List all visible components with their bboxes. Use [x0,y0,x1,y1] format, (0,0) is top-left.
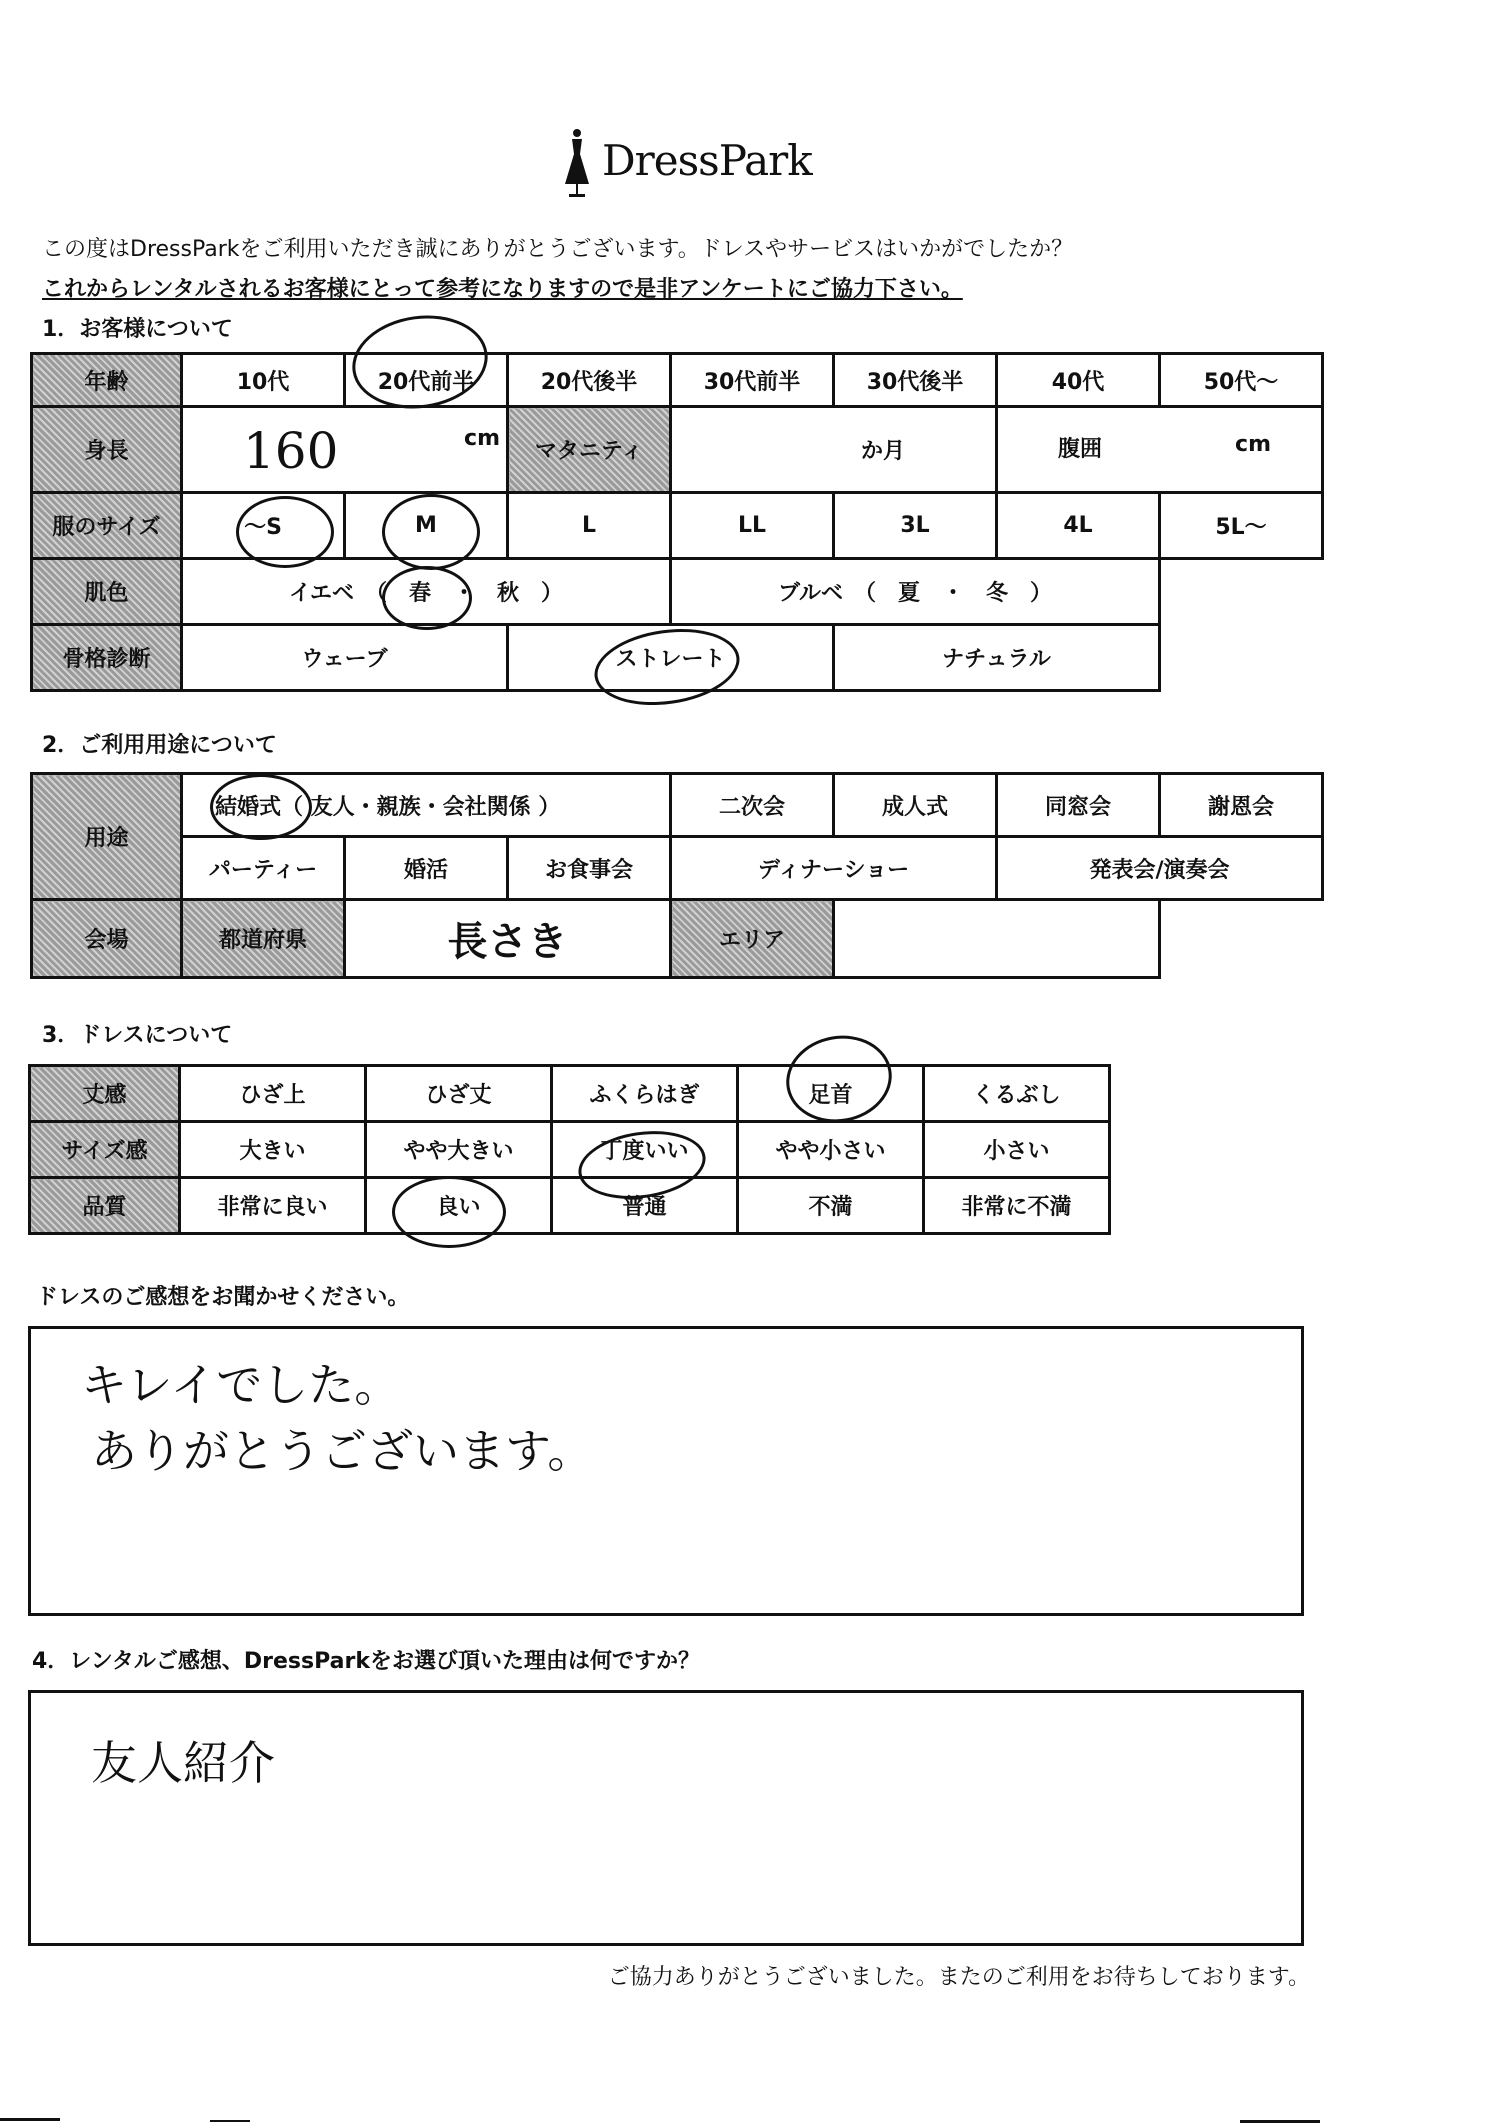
age-option[interactable]: 40代 [997,354,1160,407]
logo-text: DressPark [602,136,812,185]
purpose-option[interactable]: 発表会/演奏会 [997,837,1323,900]
dress-mannequin-icon [560,128,594,198]
selection-circle-wedding [210,774,312,840]
fit-label: サイズ感 [30,1122,180,1178]
maternity-months-field[interactable]: か月 [671,407,997,493]
dress-table [28,1064,1111,1235]
prefecture-field[interactable]: 長さき [345,900,671,978]
skeleton-option-selected[interactable]: ストレート [508,625,834,691]
waist-unit: cm [1235,432,1271,457]
selection-circle-skin [382,566,472,630]
quality-option[interactable]: 非常に不満 [924,1178,1110,1234]
purpose-label: 用途 [32,774,182,900]
age-option[interactable]: 20代後半 [508,354,671,407]
purpose-row-2 [32,837,1323,900]
size-option[interactable]: 5L～ [1160,493,1323,559]
size-option[interactable]: L [508,493,671,559]
size-option-selected[interactable]: ～S [182,493,345,559]
fit-option[interactable]: やや大きい [366,1122,552,1178]
purpose-option[interactable]: 同窓会 [997,774,1160,837]
quality-option[interactable]: 不満 [738,1178,924,1234]
selection-circle-size-s [236,496,334,568]
impression-title: ドレスのご感想をお聞かせください。 [36,1285,410,1310]
size-label: 服のサイズ [32,493,182,559]
skeleton-label: 骨格診断 [32,625,182,691]
purpose-option[interactable]: 謝恩会 [1160,774,1323,837]
skeleton-option[interactable]: ウェーブ [182,625,508,691]
age-option[interactable]: 10代 [182,354,345,407]
impression-textbox[interactable] [28,1326,1304,1616]
height-row [32,407,1323,493]
fit-option[interactable]: 小さい [924,1122,1110,1178]
size-row [32,493,1323,559]
quality-label: 品質 [30,1178,180,1234]
venue-row-blank [1160,900,1323,978]
purpose-option[interactable]: 二次会 [671,774,834,837]
quality-row [30,1178,1110,1234]
length-option[interactable]: くるぶし [924,1066,1110,1122]
reason-answer: 友人紹介 [91,1736,275,1790]
section-2-title: 2．ご利用用途について [42,733,277,758]
impression-line-1: キレイでした。 [81,1358,401,1412]
area-field[interactable] [834,900,1160,978]
age-option[interactable]: 50代～ [1160,354,1323,407]
selection-circle-quality [392,1176,506,1248]
intro-line-1: この度はDressParkをご利用いただき誠にありがとうございます。ドレスやサービスはいかがでしたか？ [42,237,1074,262]
age-row [32,354,1323,407]
purpose-option[interactable]: 婚活 [345,837,508,900]
selection-circle-size-m [382,494,480,570]
purpose-option[interactable]: パーティー [182,837,345,900]
purpose-option[interactable]: ディナーショー [671,837,997,900]
venue-label: 会場 [32,900,182,978]
age-label: 年齢 [32,354,182,407]
fit-option[interactable]: やや小さい [738,1122,924,1178]
scan-edge-mark [1240,2120,1320,2123]
area-label: エリア [671,900,834,978]
skin-row-blank [1160,559,1323,625]
length-option[interactable]: ひざ丈 [366,1066,552,1122]
impression-line-2: ありがとうございます。 [91,1424,594,1478]
length-option-selected[interactable]: 足首 [738,1066,924,1122]
age-option[interactable]: 30代前半 [671,354,834,407]
section-1-title: 1．お客様について [42,317,233,342]
purpose-option[interactable]: 成人式 [834,774,997,837]
purpose-wedding-relation: （ 友人・親族・会社関係 ） [281,794,561,820]
fit-row [30,1122,1110,1178]
footer-thanks: ご協力ありがとうございました。またのご利用をお待ちしております。 [607,1965,1310,1990]
intro-line-2: これからレンタルされるお客様にとって参考になりますので是非アンケートにご協力下さい。 [42,277,963,302]
dresspark-logo [560,128,812,198]
quality-option-selected[interactable]: 良い [366,1178,552,1234]
size-option[interactable]: 4L [997,493,1160,559]
skin-label: 肌色 [32,559,182,625]
skin-blue-option[interactable]: ブルベ （ 夏 ・ 冬 ） [671,559,1160,625]
maternity-label: マタニティ [508,407,671,493]
length-option[interactable]: ふくらはぎ [552,1066,738,1122]
size-option[interactable]: LL [671,493,834,559]
skin-yellow-option[interactable]: イエベ （ 春 ・ 秋 ） [182,559,671,625]
skin-row [32,559,1323,625]
age-option-selected[interactable]: 20代前半 [345,354,508,407]
size-option-selected[interactable]: M [345,493,508,559]
skeleton-row-blank [1160,625,1323,691]
purpose-option[interactable]: お食事会 [508,837,671,900]
length-label: 丈感 [30,1066,180,1122]
length-row [30,1066,1110,1122]
age-option[interactable]: 30代後半 [834,354,997,407]
reason-textbox[interactable] [28,1690,1304,1946]
quality-option[interactable]: 普通 [552,1178,738,1234]
fit-option-selected[interactable]: 丁度いい [552,1122,738,1178]
prefecture-label: 都道府県 [182,900,345,978]
section-4-title: 4．レンタルご感想、DressParkをお選び頂いた理由は何ですか？ [32,1649,700,1674]
fit-option[interactable]: 大きい [180,1122,366,1178]
scan-edge-mark [0,2118,60,2121]
height-unit: cm [464,426,500,451]
waist-field[interactable] [997,407,1323,493]
height-field[interactable] [182,407,508,493]
skeleton-option[interactable]: ナチュラル [834,625,1160,691]
quality-option[interactable]: 非常に良い [180,1178,366,1234]
height-value: 160 [243,422,339,480]
size-option[interactable]: 3L [834,493,997,559]
purpose-wedding-label: 結婚式 [215,794,282,820]
length-option[interactable]: ひざ上 [180,1066,366,1122]
scan-edge-mark [210,2120,250,2122]
waist-label: 腹囲 [1058,437,1103,462]
height-label: 身長 [32,407,182,493]
venue-row [32,900,1323,978]
section-3-title: 3．ドレスについて [42,1023,233,1048]
